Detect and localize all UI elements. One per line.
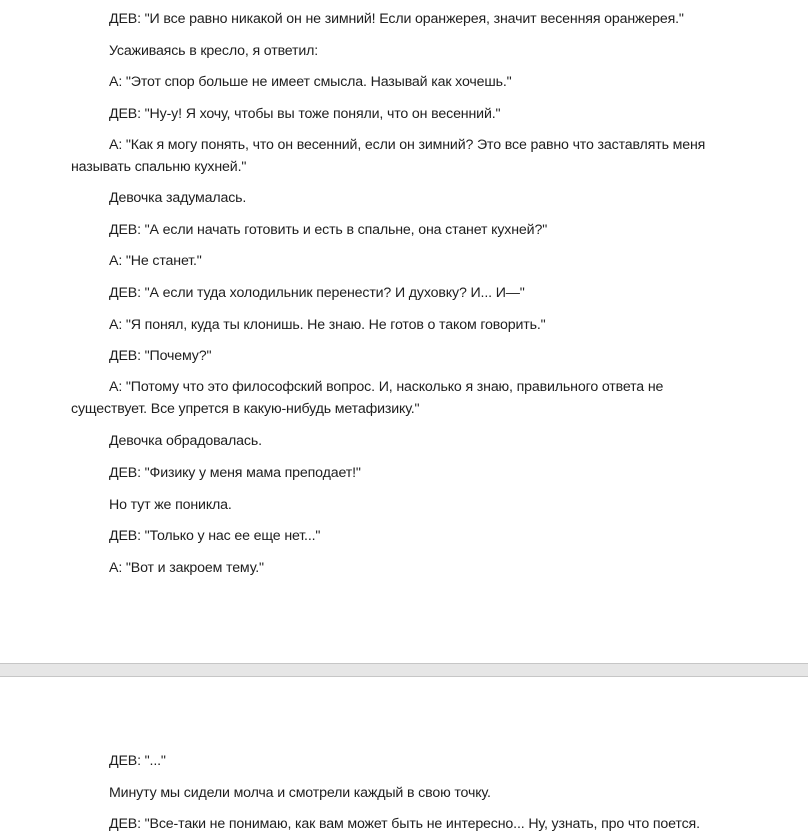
paragraph: А: "Вот и закроем тему." (109, 560, 264, 576)
paragraph: ДЕВ: "Ну-у! Я хочу, чтобы вы тоже поняли, что он весенний." (109, 106, 501, 122)
page-break-separator (0, 663, 808, 677)
paragraph: А: "Потому что это философский вопрос. И, насколько я знаю, правильного ответа не существует. Все упрется в какую-нибудь метафизику." (71, 379, 664, 417)
paragraph: ДЕВ: "Только у нас ее еще нет..." (109, 528, 321, 544)
paragraph: ДЕВ: "И все равно никакой он не зимний! Если оранжерея, значит весенняя оранжерея." (109, 11, 684, 27)
paragraph: А: "Не станет." (109, 253, 202, 269)
paragraph: ДЕВ: "Физику у меня мама преподает!" (109, 465, 361, 481)
paragraph: ДЕВ: "А если начать готовить и есть в спальне, она станет кухней?" (109, 222, 548, 238)
paragraph: ДЕВ: "Почему?" (109, 348, 212, 364)
paragraph: А: "Как я могу понять, что он весенний, если он зимний? Это все равно что заставлять меня называть спальню кухней." (71, 137, 706, 175)
document-page-2 (0, 677, 808, 836)
paragraph: ДЕВ: "..." (109, 753, 166, 769)
paragraph: Усаживаясь в кресло, я ответил: (109, 43, 319, 59)
paragraph: Девочка задумалась. (109, 190, 247, 206)
paragraph: ДЕВ: "А если туда холодильник перенести? И духовку? И... И—" (109, 285, 525, 301)
paragraph: А: "Этот спор больше не имеет смысла. Называй как хочешь." (109, 74, 512, 90)
paragraph: А: "Я понял, куда ты клонишь. Не знаю. Не готов о таком говорить." (109, 317, 546, 333)
paragraph: ДЕВ: "Все-таки не понимаю, как вам может быть не интересно... Ну, узнать, про что поется. (109, 816, 700, 832)
paragraph: Минуту мы сидели молча и смотрели каждый в свою точку. (109, 785, 491, 801)
paragraph: Девочка обрадовалась. (109, 433, 262, 449)
paragraph: Но тут же поникла. (109, 497, 232, 513)
